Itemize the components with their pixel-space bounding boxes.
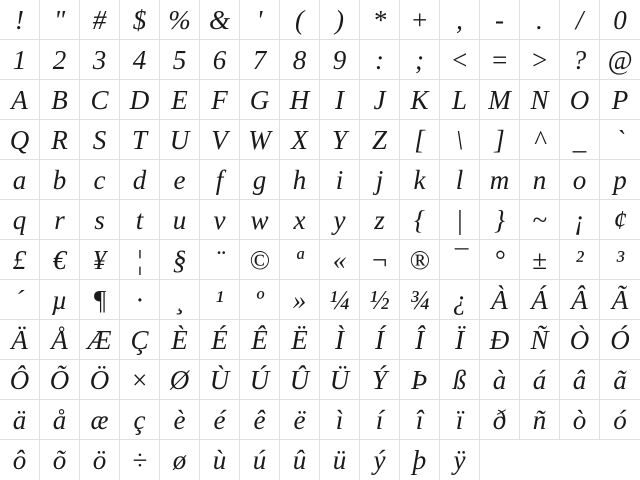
glyph-cell-0-14[interactable]: / [560,0,600,40]
glyph-cell-8-2[interactable]: Æ [80,320,120,360]
glyph-cell-8-8[interactable]: Ì [320,320,360,360]
glyph-cell-8-0[interactable]: Ä [0,320,40,360]
glyph-cell-5-4[interactable]: u [160,200,200,240]
glyph-cell-8-13[interactable]: Ñ [520,320,560,360]
glyph-cell-7-3[interactable]: · [120,280,160,320]
glyph-cell-1-1[interactable]: 2 [40,40,80,80]
glyph-cell-9-2[interactable]: Ö [80,360,120,400]
glyph-cell-1-7[interactable]: 8 [280,40,320,80]
glyph-cell-3-1[interactable]: R [40,120,80,160]
glyph-cell-0-12[interactable]: - [480,0,520,40]
glyph-cell-7-15[interactable]: Ã [600,280,640,320]
glyph-cell-1-3[interactable]: 4 [120,40,160,80]
glyph-cell-9-4[interactable]: Ø [160,360,200,400]
glyph-cell-10-1[interactable]: å [40,400,80,440]
glyph-cell-4-1[interactable]: b [40,160,80,200]
glyph-cell-1-10[interactable]: ; [400,40,440,80]
glyph-cell-6-13[interactable]: ± [520,240,560,280]
glyph-cell-4-3[interactable]: d [120,160,160,200]
glyph-cell-5-7[interactable]: x [280,200,320,240]
glyph-cell-11-6[interactable]: ú [240,440,280,480]
glyph-cell-4-8[interactable]: i [320,160,360,200]
glyph-cell-8-4[interactable]: È [160,320,200,360]
glyph-cell-8-3[interactable]: Ç [120,320,160,360]
glyph-cell-3-7[interactable]: X [280,120,320,160]
glyph-cell-8-5[interactable]: É [200,320,240,360]
glyph-cell-8-11[interactable]: Ï [440,320,480,360]
glyph-cell-5-5[interactable]: v [200,200,240,240]
glyph-cell-6-9[interactable]: ¬ [360,240,400,280]
glyph-cell-10-5[interactable]: é [200,400,240,440]
glyph-cell-8-7[interactable]: Ë [280,320,320,360]
glyph-cell-6-14[interactable]: ² [560,240,600,280]
glyph-cell-8-15[interactable]: Ó [600,320,640,360]
glyph-cell-10-0[interactable]: ä [0,400,40,440]
glyph-cell-11-11[interactable]: ÿ [440,440,480,480]
glyph-cell-2-9[interactable]: J [360,80,400,120]
glyph-cell-11-10[interactable]: þ [400,440,440,480]
glyph-cell-2-5[interactable]: F [200,80,240,120]
glyph-cell-2-3[interactable]: D [120,80,160,120]
glyph-cell-0-10[interactable]: + [400,0,440,40]
glyph-cell-0-11[interactable]: , [440,0,480,40]
glyph-cell-8-14[interactable]: Ò [560,320,600,360]
glyph-cell-0-4[interactable]: % [160,0,200,40]
glyph-cell-4-0[interactable]: a [0,160,40,200]
glyph-cell-11-2[interactable]: ö [80,440,120,480]
empty-cell [560,440,600,480]
glyph-cell-10-13[interactable]: ñ [520,400,560,440]
glyph-cell-10-4[interactable]: è [160,400,200,440]
glyph-cell-8-9[interactable]: Í [360,320,400,360]
glyph-cell-0-9[interactable]: * [360,0,400,40]
glyph-cell-5-12[interactable]: } [480,200,520,240]
glyph-cell-3-13[interactable]: ^ [520,120,560,160]
glyph-cell-3-6[interactable]: W [240,120,280,160]
glyph-cell-3-9[interactable]: Z [360,120,400,160]
glyph-cell-2-0[interactable]: A [0,80,40,120]
glyph-cell-1-11[interactable]: < [440,40,480,80]
glyph-cell-1-14[interactable]: ? [560,40,600,80]
glyph-cell-11-8[interactable]: ü [320,440,360,480]
glyph-cell-6-11[interactable]: ¯ [440,240,480,280]
glyph-cell-0-6[interactable]: ' [240,0,280,40]
glyph-cell-8-1[interactable]: Å [40,320,80,360]
glyph-cell-1-8[interactable]: 9 [320,40,360,80]
glyph-cell-9-8[interactable]: Ü [320,360,360,400]
glyph-cell-7-10[interactable]: ¾ [400,280,440,320]
glyph-cell-5-6[interactable]: w [240,200,280,240]
glyph-cell-5-2[interactable]: s [80,200,120,240]
glyph-cell-4-5[interactable]: f [200,160,240,200]
glyph-cell-10-12[interactable]: ð [480,400,520,440]
glyph-cell-2-4[interactable]: E [160,80,200,120]
glyph-cell-4-7[interactable]: h [280,160,320,200]
glyph-cell-4-9[interactable]: j [360,160,400,200]
glyph-cell-4-12[interactable]: m [480,160,520,200]
empty-cell [520,440,560,480]
glyph-cell-5-11[interactable]: | [440,200,480,240]
glyph-cell-0-8[interactable]: ) [320,0,360,40]
glyph-cell-6-8[interactable]: « [320,240,360,280]
glyph-cell-2-8[interactable]: I [320,80,360,120]
glyph-cell-3-3[interactable]: T [120,120,160,160]
glyph-cell-0-15[interactable]: 0 [600,0,640,40]
glyph-cell-10-6[interactable]: ê [240,400,280,440]
glyph-cell-4-13[interactable]: n [520,160,560,200]
glyph-cell-3-4[interactable]: U [160,120,200,160]
glyph-cell-2-2[interactable]: C [80,80,120,120]
glyph-cell-3-15[interactable]: ` [600,120,640,160]
glyph-cell-11-1[interactable]: õ [40,440,80,480]
glyph-cell-1-9[interactable]: : [360,40,400,80]
glyph-cell-9-11[interactable]: ß [440,360,480,400]
glyph-cell-3-2[interactable]: S [80,120,120,160]
glyph-cell-2-13[interactable]: N [520,80,560,120]
glyph-cell-1-5[interactable]: 6 [200,40,240,80]
glyph-cell-9-14[interactable]: â [560,360,600,400]
glyph-cell-0-1[interactable]: " [40,0,80,40]
glyph-cell-5-15[interactable]: ¢ [600,200,640,240]
glyph-cell-10-10[interactable]: î [400,400,440,440]
glyph-cell-5-14[interactable]: ¡ [560,200,600,240]
glyph-cell-2-6[interactable]: G [240,80,280,120]
glyph-cell-0-7[interactable]: ( [280,0,320,40]
glyph-cell-4-10[interactable]: k [400,160,440,200]
glyph-cell-0-5[interactable]: & [200,0,240,40]
glyph-cell-11-4[interactable]: ø [160,440,200,480]
glyph-cell-8-10[interactable]: Î [400,320,440,360]
glyph-cell-11-9[interactable]: ý [360,440,400,480]
glyph-cell-6-3[interactable]: ¦ [120,240,160,280]
glyph-cell-9-1[interactable]: Õ [40,360,80,400]
glyph-cell-3-5[interactable]: V [200,120,240,160]
glyph-cell-4-11[interactable]: l [440,160,480,200]
glyph-cell-7-1[interactable]: µ [40,280,80,320]
glyph-cell-0-3[interactable]: $ [120,0,160,40]
glyph-cell-7-2[interactable]: ¶ [80,280,120,320]
glyph-cell-9-0[interactable]: Ô [0,360,40,400]
glyph-cell-2-12[interactable]: M [480,80,520,120]
glyph-cell-6-0[interactable]: £ [0,240,40,280]
glyph-cell-1-13[interactable]: > [520,40,560,80]
glyph-cell-11-0[interactable]: ô [0,440,40,480]
glyph-cell-7-8[interactable]: ¼ [320,280,360,320]
glyph-cell-3-0[interactable]: Q [0,120,40,160]
glyph-cell-6-10[interactable]: ® [400,240,440,280]
glyph-cell-0-2[interactable]: # [80,0,120,40]
glyph-cell-5-13[interactable]: ~ [520,200,560,240]
glyph-cell-7-14[interactable]: Â [560,280,600,320]
glyph-cell-5-1[interactable]: r [40,200,80,240]
glyph-cell-9-12[interactable]: à [480,360,520,400]
glyph-cell-3-8[interactable]: Y [320,120,360,160]
glyph-cell-7-7[interactable]: » [280,280,320,320]
glyph-cell-3-14[interactable]: _ [560,120,600,160]
glyph-cell-11-3[interactable]: ÷ [120,440,160,480]
glyph-cell-7-12[interactable]: À [480,280,520,320]
glyph-cell-2-10[interactable]: K [400,80,440,120]
glyph-cell-5-9[interactable]: z [360,200,400,240]
glyph-cell-3-12[interactable]: ] [480,120,520,160]
glyph-cell-7-6[interactable]: º [240,280,280,320]
glyph-cell-7-4[interactable]: ¸ [160,280,200,320]
glyph-cell-7-13[interactable]: Á [520,280,560,320]
glyph-cell-9-5[interactable]: Ù [200,360,240,400]
glyph-cell-4-4[interactable]: e [160,160,200,200]
glyph-cell-1-6[interactable]: 7 [240,40,280,80]
glyph-cell-9-10[interactable]: Þ [400,360,440,400]
glyph-cell-2-11[interactable]: L [440,80,480,120]
glyph-cell-3-10[interactable]: [ [400,120,440,160]
glyph-cell-11-7[interactable]: û [280,440,320,480]
glyph-cell-6-12[interactable]: ° [480,240,520,280]
glyph-cell-8-12[interactable]: Ð [480,320,520,360]
empty-cell [480,440,520,480]
glyph-cell-10-7[interactable]: ë [280,400,320,440]
glyph-cell-10-8[interactable]: ì [320,400,360,440]
glyph-cell-10-9[interactable]: í [360,400,400,440]
glyph-cell-1-2[interactable]: 3 [80,40,120,80]
glyph-cell-4-2[interactable]: c [80,160,120,200]
glyph-cell-3-11[interactable]: \ [440,120,480,160]
glyph-cell-6-5[interactable]: ¨ [200,240,240,280]
glyph-cell-2-15[interactable]: P [600,80,640,120]
glyph-cell-9-7[interactable]: Û [280,360,320,400]
glyph-cell-7-11[interactable]: ¿ [440,280,480,320]
glyph-cell-2-14[interactable]: O [560,80,600,120]
glyph-cell-9-15[interactable]: ã [600,360,640,400]
glyph-cell-4-14[interactable]: o [560,160,600,200]
glyph-cell-5-3[interactable]: t [120,200,160,240]
glyph-cell-6-7[interactable]: ª [280,240,320,280]
glyph-cell-6-6[interactable]: © [240,240,280,280]
glyph-cell-4-15[interactable]: p [600,160,640,200]
glyph-cell-6-15[interactable]: ³ [600,240,640,280]
glyph-cell-5-0[interactable]: q [0,200,40,240]
glyph-cell-10-11[interactable]: ï [440,400,480,440]
glyph-cell-10-15[interactable]: ó [600,400,640,440]
glyph-cell-9-13[interactable]: á [520,360,560,400]
glyph-cell-6-4[interactable]: § [160,240,200,280]
glyph-cell-9-3[interactable]: × [120,360,160,400]
glyph-cell-10-14[interactable]: ò [560,400,600,440]
glyph-cell-9-6[interactable]: Ú [240,360,280,400]
glyph-cell-5-8[interactable]: y [320,200,360,240]
glyph-cell-4-6[interactable]: g [240,160,280,200]
glyph-cell-11-5[interactable]: ù [200,440,240,480]
glyph-cell-0-0[interactable]: ! [0,0,40,40]
empty-cell [600,440,640,480]
glyph-cell-10-2[interactable]: æ [80,400,120,440]
glyph-cell-8-6[interactable]: Ê [240,320,280,360]
glyph-cell-9-9[interactable]: Ý [360,360,400,400]
glyph-cell-7-9[interactable]: ½ [360,280,400,320]
glyph-cell-5-10[interactable]: { [400,200,440,240]
glyph-cell-1-12[interactable]: = [480,40,520,80]
glyph-cell-6-1[interactable]: € [40,240,80,280]
glyph-cell-10-3[interactable]: ç [120,400,160,440]
glyph-cell-0-13[interactable]: . [520,0,560,40]
glyph-cell-1-4[interactable]: 5 [160,40,200,80]
glyph-cell-1-15[interactable]: @ [600,40,640,80]
glyph-cell-7-0[interactable]: ´ [0,280,40,320]
glyph-cell-2-7[interactable]: H [280,80,320,120]
glyph-cell-7-5[interactable]: ¹ [200,280,240,320]
glyph-cell-6-2[interactable]: ¥ [80,240,120,280]
glyph-cell-1-0[interactable]: 1 [0,40,40,80]
glyph-cell-2-1[interactable]: B [40,80,80,120]
